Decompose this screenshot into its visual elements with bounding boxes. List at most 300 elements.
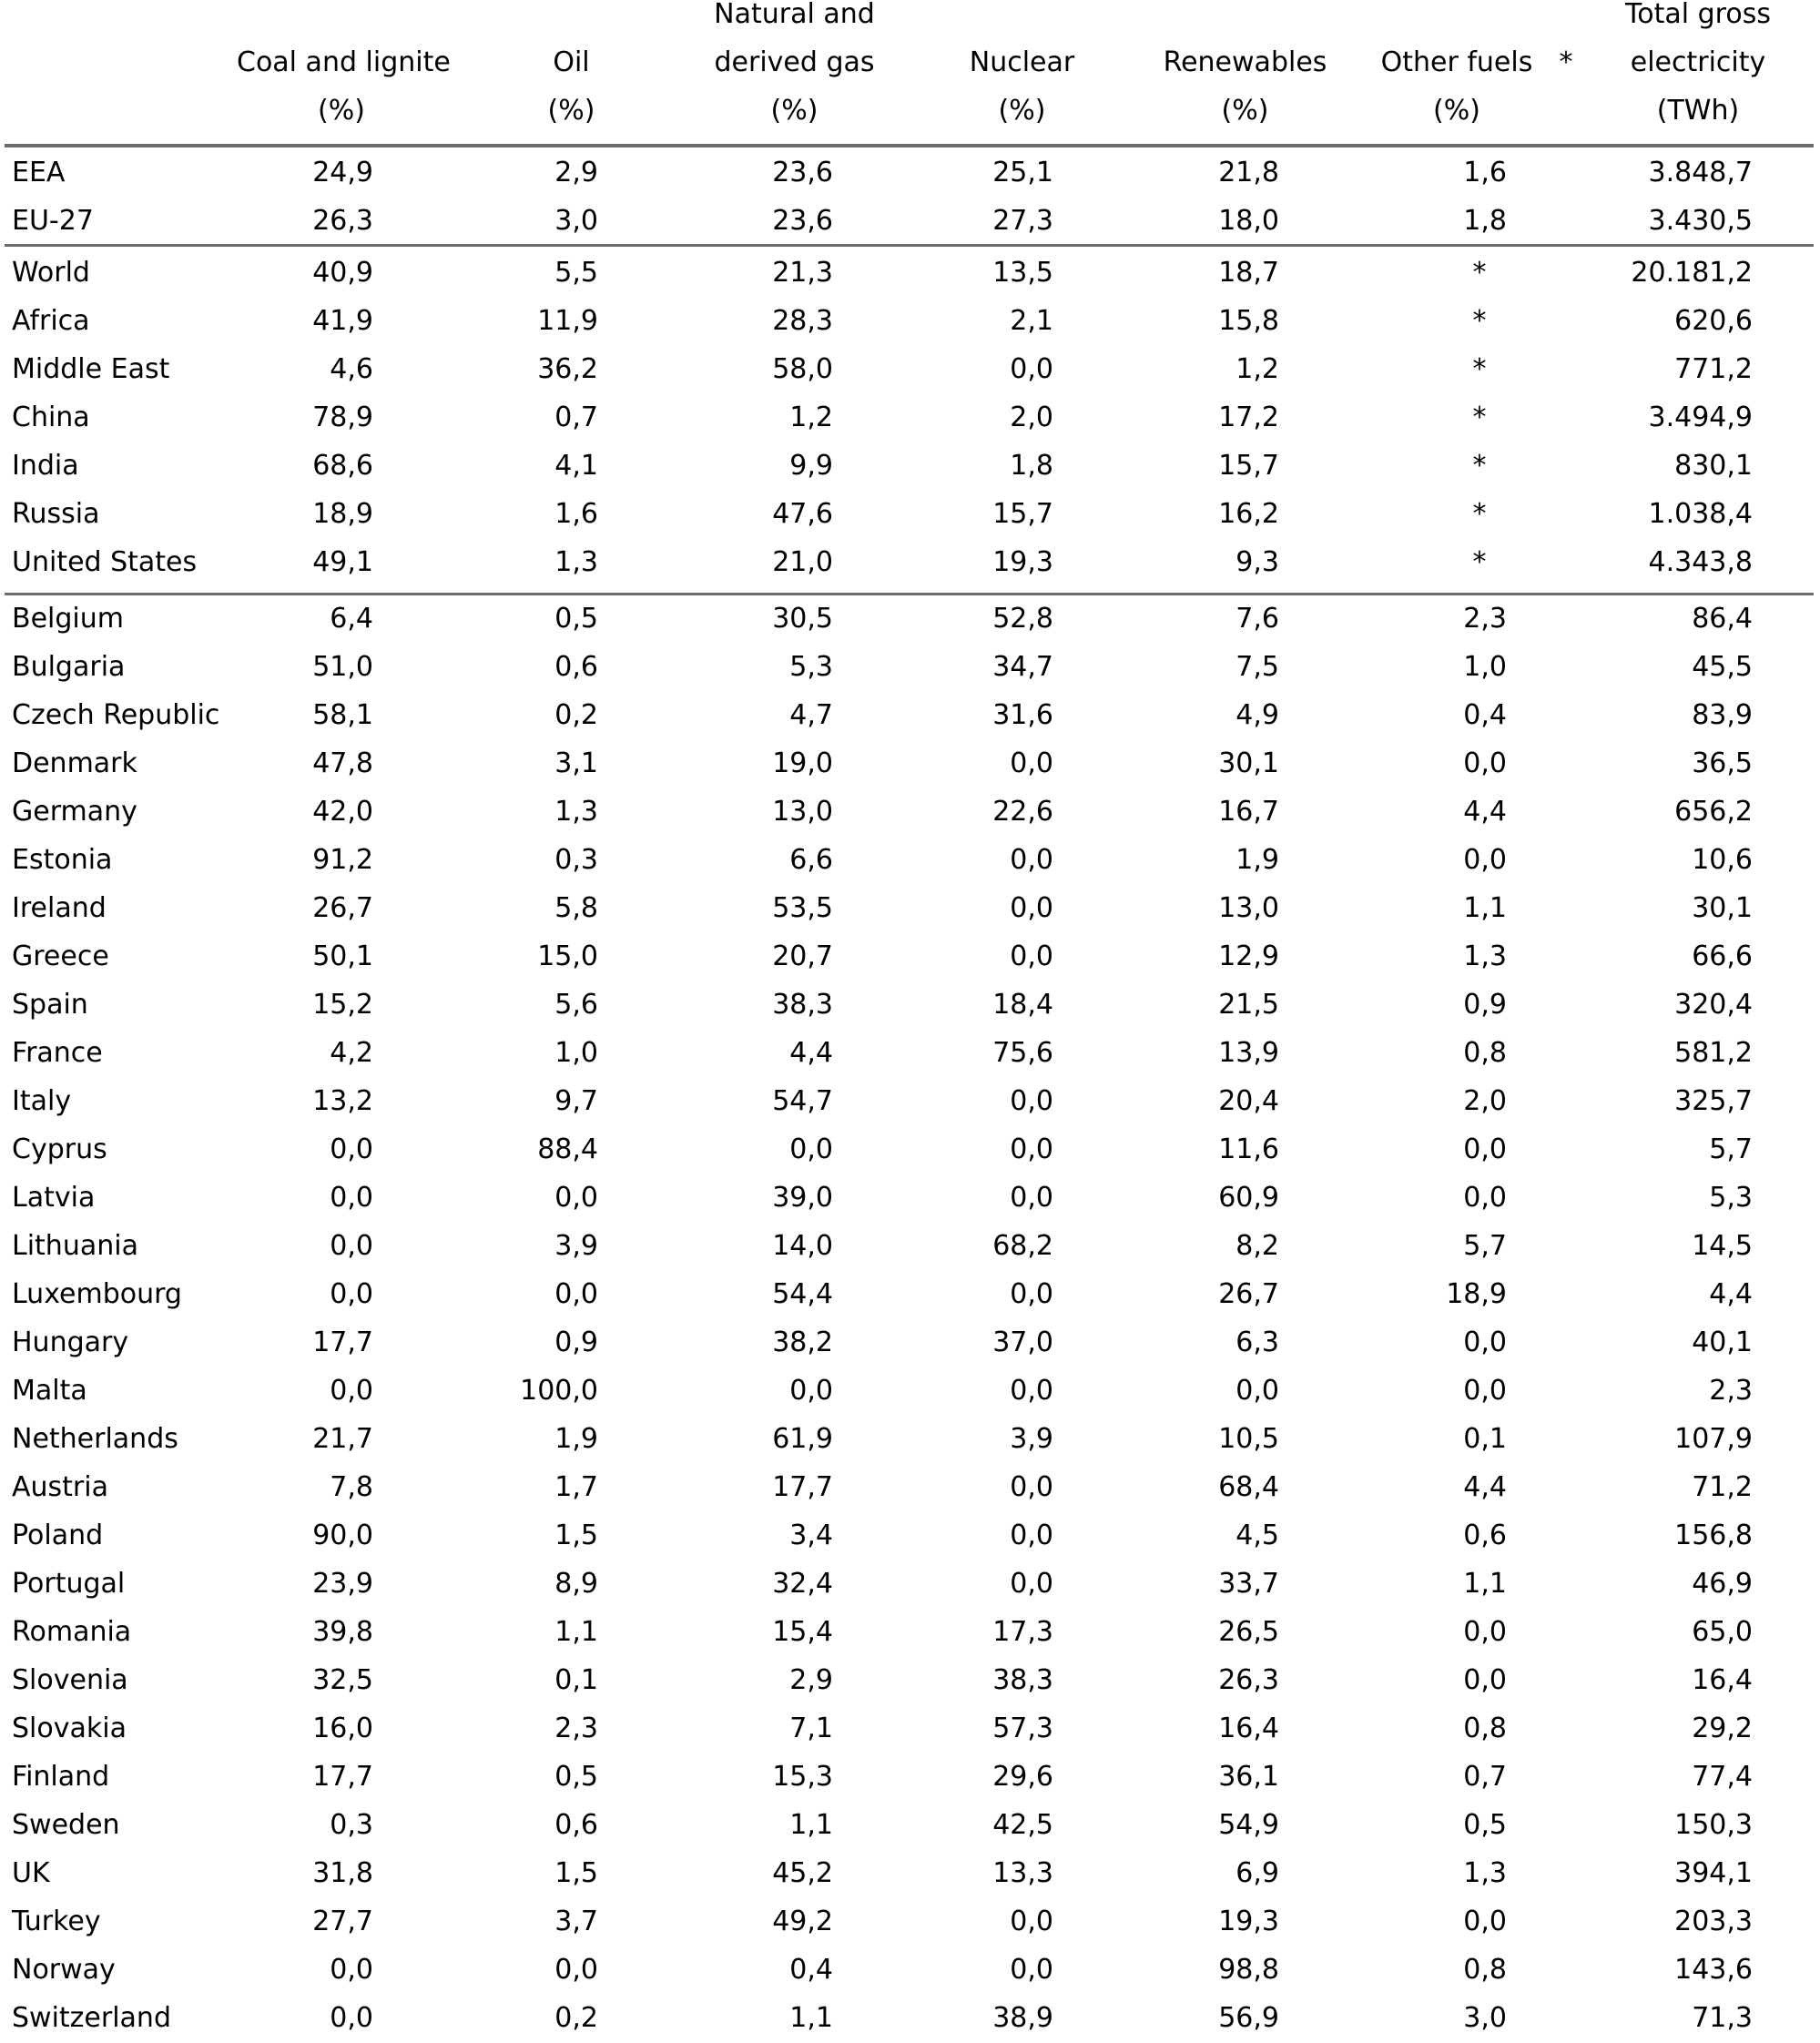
table-row — [0, 836, 1820, 884]
renewables-value: 13,0 — [1218, 892, 1279, 924]
table-row — [0, 932, 1820, 981]
renewables-value: 13,9 — [1218, 1037, 1279, 1069]
coal-lignite-value: 0,0 — [330, 1133, 373, 1165]
nuclear-value: 0,0 — [1010, 747, 1053, 779]
total-gross-electricity-value: 3.430,5 — [1648, 205, 1753, 237]
oil-value: 0,2 — [554, 2002, 598, 2034]
natural-gas-value: 1,1 — [789, 1809, 833, 1841]
renewables-value: 6,9 — [1235, 1857, 1279, 1889]
coal-lignite-value: 0,0 — [330, 1230, 373, 1262]
coal-lignite-value: 15,2 — [312, 989, 373, 1021]
coal-lignite-value: 68,6 — [312, 450, 373, 482]
table-row — [0, 1463, 1820, 1511]
nuclear-value: 0,0 — [1010, 1906, 1053, 1937]
header-footnote-marker: * — [1559, 46, 1573, 78]
header-nuclear — [956, 0, 1088, 137]
region-name: Lithuania — [12, 1230, 138, 1262]
total-gross-electricity-value: 771,2 — [1674, 353, 1753, 385]
region-name: Romania — [12, 1616, 132, 1648]
renewables-value: 0,0 — [1235, 1375, 1279, 1407]
header-divider — [5, 144, 1814, 147]
nuclear-value: 0,0 — [1010, 844, 1053, 876]
other-fuels-value: 4,4 — [1463, 796, 1507, 828]
natural-gas-value: 54,4 — [772, 1278, 833, 1310]
other-fuels-value: 2,0 — [1463, 1085, 1507, 1117]
total-gross-electricity-value: 2,3 — [1709, 1375, 1753, 1407]
natural-gas-value: 3,4 — [789, 1520, 833, 1551]
table-row — [0, 1415, 1820, 1463]
oil-value: 0,0 — [554, 1954, 598, 1986]
region-name: Czech Republic — [12, 699, 220, 731]
nuclear-value: 0,0 — [1010, 1520, 1053, 1551]
nuclear-value: 13,3 — [992, 1857, 1053, 1889]
coal-lignite-value: 91,2 — [312, 844, 373, 876]
coal-lignite-value: 7,8 — [330, 1471, 373, 1503]
nuclear-value: 52,8 — [992, 603, 1053, 635]
table-row — [0, 1608, 1820, 1656]
renewables-value: 17,2 — [1218, 401, 1279, 433]
nuclear-value: 31,6 — [992, 699, 1053, 731]
region-name: Hungary — [12, 1326, 129, 1358]
header-renewables-label: Renewables — [1163, 46, 1327, 78]
coal-lignite-value: 0,3 — [330, 1809, 373, 1841]
oil-value: 1,3 — [554, 796, 598, 828]
natural-gas-value: 23,6 — [772, 205, 833, 237]
header-oil — [519, 0, 624, 137]
natural-gas-value: 47,6 — [772, 498, 833, 530]
coal-lignite-value: 51,0 — [312, 651, 373, 683]
natural-gas-value: 45,2 — [772, 1857, 833, 1889]
table-row — [0, 148, 1820, 197]
renewables-value: 7,6 — [1235, 603, 1279, 635]
other-fuels-value: 0,0 — [1463, 1664, 1507, 1696]
renewables-value: 16,7 — [1218, 796, 1279, 828]
coal-lignite-value: 13,2 — [312, 1085, 373, 1117]
total-gross-electricity-value: 10,6 — [1692, 844, 1753, 876]
oil-value: 0,0 — [554, 1278, 598, 1310]
natural-gas-value: 39,0 — [772, 1182, 833, 1214]
nuclear-value: 38,9 — [992, 2002, 1053, 2034]
total-gross-electricity-value: 325,7 — [1674, 1085, 1753, 1117]
other-fuels-value: 2,3 — [1463, 603, 1507, 635]
oil-value: 0,0 — [554, 1182, 598, 1214]
region-name: EEA — [12, 157, 66, 188]
renewables-value: 60,9 — [1218, 1182, 1279, 1214]
coal-lignite-value: 4,6 — [330, 353, 373, 385]
nuclear-value: 13,5 — [992, 257, 1053, 289]
region-name: Portugal — [12, 1568, 126, 1600]
region-name: World — [12, 257, 90, 289]
other-fuels-value: 0,8 — [1463, 1954, 1507, 1986]
region-name: Luxembourg — [12, 1278, 182, 1310]
renewables-value: 16,2 — [1218, 498, 1279, 530]
renewables-value: 11,6 — [1218, 1133, 1279, 1165]
region-name: Cyprus — [12, 1133, 107, 1165]
renewables-value: 68,4 — [1218, 1471, 1279, 1503]
renewables-value: 15,7 — [1218, 450, 1279, 482]
table-row — [0, 249, 1820, 297]
region-name: Belgium — [12, 603, 124, 635]
natural-gas-value: 21,3 — [772, 257, 833, 289]
renewables-value: 1,9 — [1235, 844, 1279, 876]
other-fuels-value: * — [1472, 450, 1487, 482]
total-gross-electricity-value: 156,8 — [1674, 1520, 1753, 1551]
table-row — [0, 1946, 1820, 1994]
table-row — [0, 1029, 1820, 1077]
nuclear-value: 1,8 — [1010, 450, 1053, 482]
renewables-value: 26,3 — [1218, 1664, 1279, 1696]
renewables-value: 19,3 — [1218, 1906, 1279, 1937]
natural-gas-value: 15,3 — [772, 1761, 833, 1793]
region-name: United States — [12, 546, 198, 578]
natural-gas-value: 38,3 — [772, 989, 833, 1021]
nuclear-value: 19,3 — [992, 546, 1053, 578]
coal-lignite-value: 90,0 — [312, 1520, 373, 1551]
header-gas-unit: (%) — [770, 95, 818, 127]
other-fuels-value: 0,8 — [1463, 1713, 1507, 1744]
nuclear-value: 17,3 — [992, 1616, 1053, 1648]
natural-gas-value: 23,6 — [772, 157, 833, 188]
header-total-label: electricity — [1630, 46, 1766, 78]
oil-value: 4,1 — [554, 450, 598, 482]
nuclear-value: 38,3 — [992, 1664, 1053, 1696]
nuclear-value: 57,3 — [992, 1713, 1053, 1744]
coal-lignite-value: 24,9 — [312, 157, 373, 188]
region-name: Estonia — [12, 844, 113, 876]
region-name: Netherlands — [12, 1423, 178, 1455]
coal-lignite-value: 32,5 — [312, 1664, 373, 1696]
renewables-value: 4,9 — [1235, 699, 1279, 731]
table-row — [0, 1704, 1820, 1753]
table-row — [0, 538, 1820, 586]
table-row — [0, 981, 1820, 1029]
nuclear-value: 25,1 — [992, 157, 1053, 188]
total-gross-electricity-value: 830,1 — [1674, 450, 1753, 482]
table-row — [0, 1077, 1820, 1125]
header-other — [1375, 0, 1539, 137]
coal-lignite-value: 21,7 — [312, 1423, 373, 1455]
oil-value: 15,0 — [537, 940, 598, 972]
region-name: Slovakia — [12, 1713, 127, 1744]
natural-gas-value: 14,0 — [772, 1230, 833, 1262]
table-row — [0, 691, 1820, 739]
other-fuels-value: 0,8 — [1463, 1037, 1507, 1069]
oil-value: 100,0 — [520, 1375, 598, 1407]
renewables-value: 36,1 — [1218, 1761, 1279, 1793]
region-name: Middle East — [12, 353, 170, 385]
natural-gas-value: 7,1 — [789, 1713, 833, 1744]
header-oil-unit: (%) — [547, 95, 595, 127]
oil-value: 1,3 — [554, 546, 598, 578]
total-gross-electricity-value: 150,3 — [1674, 1809, 1753, 1841]
total-gross-electricity-value: 107,9 — [1674, 1423, 1753, 1455]
other-fuels-value: 4,4 — [1463, 1471, 1507, 1503]
region-name: Slovenia — [12, 1664, 128, 1696]
oil-value: 3,7 — [554, 1906, 598, 1937]
oil-value: 0,6 — [554, 651, 598, 683]
oil-value: 5,8 — [554, 892, 598, 924]
renewables-value: 6,3 — [1235, 1326, 1279, 1358]
renewables-value: 26,7 — [1218, 1278, 1279, 1310]
renewables-value: 15,8 — [1218, 305, 1279, 337]
other-fuels-value: * — [1472, 498, 1487, 530]
total-gross-electricity-value: 5,7 — [1709, 1133, 1753, 1165]
other-fuels-value: 0,0 — [1463, 747, 1507, 779]
table-row — [0, 1656, 1820, 1704]
header-coal — [237, 0, 451, 137]
other-fuels-value: 1,1 — [1463, 892, 1507, 924]
coal-lignite-value: 18,9 — [312, 498, 373, 530]
nuclear-value: 0,0 — [1010, 1375, 1053, 1407]
total-gross-electricity-value: 77,4 — [1692, 1761, 1753, 1793]
coal-lignite-value: 39,8 — [312, 1616, 373, 1648]
total-gross-electricity-value: 656,2 — [1674, 796, 1753, 828]
oil-value: 1,0 — [554, 1037, 598, 1069]
renewables-value: 18,0 — [1218, 205, 1279, 237]
nuclear-value: 2,0 — [1010, 401, 1053, 433]
oil-value: 0,9 — [554, 1326, 598, 1358]
oil-value: 0,3 — [554, 844, 598, 876]
renewables-value: 54,9 — [1218, 1809, 1279, 1841]
other-fuels-value: * — [1472, 353, 1487, 385]
total-gross-electricity-value: 83,9 — [1692, 699, 1753, 731]
oil-value: 0,5 — [554, 603, 598, 635]
other-fuels-value: * — [1472, 546, 1487, 578]
coal-lignite-value: 40,9 — [312, 257, 373, 289]
renewables-value: 33,7 — [1218, 1568, 1279, 1600]
oil-value: 2,3 — [554, 1713, 598, 1744]
oil-value: 1,7 — [554, 1471, 598, 1503]
natural-gas-value: 49,2 — [772, 1906, 833, 1937]
oil-value: 3,1 — [554, 747, 598, 779]
other-fuels-value: 3,0 — [1463, 2002, 1507, 2034]
nuclear-value: 0,0 — [1010, 1568, 1053, 1600]
other-fuels-value: 5,7 — [1463, 1230, 1507, 1262]
coal-lignite-value: 0,0 — [330, 1375, 373, 1407]
table-row — [0, 1753, 1820, 1801]
total-gross-electricity-value: 71,2 — [1692, 1471, 1753, 1503]
header-nuclear-unit: (%) — [998, 95, 1046, 127]
natural-gas-value: 2,9 — [789, 1664, 833, 1696]
other-fuels-value: 1,6 — [1463, 157, 1507, 188]
total-gross-electricity-value: 71,3 — [1692, 2002, 1753, 2034]
natural-gas-value: 9,9 — [789, 450, 833, 482]
table-row — [0, 297, 1820, 345]
other-fuels-value: 0,0 — [1463, 844, 1507, 876]
oil-value: 0,7 — [554, 401, 598, 433]
other-fuels-value: 0,0 — [1463, 1182, 1507, 1214]
coal-lignite-value: 4,2 — [330, 1037, 373, 1069]
region-name: UK — [12, 1857, 50, 1889]
total-gross-electricity-value: 45,5 — [1692, 651, 1753, 683]
natural-gas-value: 5,3 — [789, 651, 833, 683]
other-fuels-value: 0,0 — [1463, 1616, 1507, 1648]
coal-lignite-value: 78,9 — [312, 401, 373, 433]
total-gross-electricity-value: 29,2 — [1692, 1713, 1753, 1744]
total-gross-electricity-value: 581,2 — [1674, 1037, 1753, 1069]
natural-gas-value: 28,3 — [772, 305, 833, 337]
header-nuclear-label: Nuclear — [969, 46, 1075, 78]
coal-lignite-value: 42,0 — [312, 796, 373, 828]
oil-value: 5,6 — [554, 989, 598, 1021]
other-fuels-value: 1,3 — [1463, 940, 1507, 972]
table-row — [0, 739, 1820, 788]
region-name: Africa — [12, 305, 90, 337]
nuclear-value: 29,6 — [992, 1761, 1053, 1793]
nuclear-value: 0,0 — [1010, 892, 1053, 924]
oil-value: 0,1 — [554, 1664, 598, 1696]
region-name: Poland — [12, 1520, 104, 1551]
other-fuels-value: 1,0 — [1463, 651, 1507, 683]
region-name: Malta — [12, 1375, 87, 1407]
natural-gas-value: 1,1 — [789, 2002, 833, 2034]
header-renewables-unit: (%) — [1221, 95, 1269, 127]
nuclear-value: 0,0 — [1010, 940, 1053, 972]
coal-lignite-value: 0,0 — [330, 1182, 373, 1214]
header-other-label: Other fuels — [1380, 46, 1533, 78]
other-fuels-value: 18,9 — [1446, 1278, 1507, 1310]
renewables-value: 12,9 — [1218, 940, 1279, 972]
renewables-value: 1,2 — [1235, 353, 1279, 385]
table-row — [0, 1270, 1820, 1318]
total-gross-electricity-value: 14,5 — [1692, 1230, 1753, 1262]
table-row — [0, 1849, 1820, 1897]
coal-lignite-value: 17,7 — [312, 1326, 373, 1358]
total-gross-electricity-value: 46,9 — [1692, 1568, 1753, 1600]
coal-lignite-value: 58,1 — [312, 699, 373, 731]
nuclear-value: 2,1 — [1010, 305, 1053, 337]
oil-value: 1,6 — [554, 498, 598, 530]
natural-gas-value: 1,2 — [789, 401, 833, 433]
nuclear-value: 68,2 — [992, 1230, 1053, 1262]
renewables-value: 56,9 — [1218, 2002, 1279, 2034]
oil-value: 1,9 — [554, 1423, 598, 1455]
other-fuels-value: 1,3 — [1463, 1857, 1507, 1889]
nuclear-value: 0,0 — [1010, 1954, 1053, 1986]
total-gross-electricity-value: 66,6 — [1692, 940, 1753, 972]
header-oil-label: Oil — [553, 46, 590, 78]
coal-lignite-value: 41,9 — [312, 305, 373, 337]
other-fuels-value: 0,0 — [1463, 1375, 1507, 1407]
region-name: Russia — [12, 498, 100, 530]
other-fuels-value: 0,0 — [1463, 1906, 1507, 1937]
table-row — [0, 442, 1820, 490]
oil-value: 2,9 — [554, 157, 598, 188]
other-fuels-value: 0,1 — [1463, 1423, 1507, 1455]
other-fuels-value: 0,6 — [1463, 1520, 1507, 1551]
renewables-value: 8,2 — [1235, 1230, 1279, 1262]
region-name: Austria — [12, 1471, 108, 1503]
total-gross-electricity-value: 3.494,9 — [1648, 401, 1753, 433]
other-fuels-value: 1,1 — [1463, 1568, 1507, 1600]
renewables-value: 21,8 — [1218, 157, 1279, 188]
table-row — [0, 1367, 1820, 1415]
natural-gas-value: 0,0 — [789, 1375, 833, 1407]
renewables-value: 7,5 — [1235, 651, 1279, 683]
oil-value: 0,6 — [554, 1809, 598, 1841]
nuclear-value: 0,0 — [1010, 1278, 1053, 1310]
table-row — [0, 490, 1820, 538]
renewables-value: 4,5 — [1235, 1520, 1279, 1551]
oil-value: 3,0 — [554, 205, 598, 237]
other-fuels-value: * — [1472, 401, 1487, 433]
coal-lignite-value: 6,4 — [330, 603, 373, 635]
oil-value: 8,9 — [554, 1568, 598, 1600]
region-name: China — [12, 401, 90, 433]
total-gross-electricity-value: 203,3 — [1674, 1906, 1753, 1937]
total-gross-electricity-value: 5,3 — [1709, 1182, 1753, 1214]
nuclear-value: 0,0 — [1010, 1471, 1053, 1503]
total-gross-electricity-value: 30,1 — [1692, 892, 1753, 924]
nuclear-value: 0,0 — [1010, 1085, 1053, 1117]
table-row — [0, 1125, 1820, 1174]
header-gas-label-top: Natural and — [714, 0, 875, 30]
natural-gas-value: 30,5 — [772, 603, 833, 635]
total-gross-electricity-value: 65,0 — [1692, 1616, 1753, 1648]
other-fuels-value: * — [1472, 305, 1487, 337]
header-coal-unit: (%) — [318, 95, 365, 127]
region-name: India — [12, 450, 79, 482]
header-other-unit: (%) — [1433, 95, 1480, 127]
region-name: Sweden — [12, 1809, 120, 1841]
renewables-value: 16,4 — [1218, 1713, 1279, 1744]
total-gross-electricity-value: 394,1 — [1674, 1857, 1753, 1889]
region-name: France — [12, 1037, 103, 1069]
natural-gas-value: 38,2 — [772, 1326, 833, 1358]
oil-value: 0,2 — [554, 699, 598, 731]
renewables-value: 9,3 — [1235, 546, 1279, 578]
total-gross-electricity-value: 143,6 — [1674, 1954, 1753, 1986]
region-name: Ireland — [12, 892, 107, 924]
other-fuels-value: 0,0 — [1463, 1133, 1507, 1165]
nuclear-value: 75,6 — [992, 1037, 1053, 1069]
table-row — [0, 884, 1820, 932]
total-gross-electricity-value: 40,1 — [1692, 1326, 1753, 1358]
header-renewables — [1156, 0, 1334, 137]
nuclear-value: 3,9 — [1010, 1423, 1053, 1455]
total-gross-electricity-value: 20.181,2 — [1631, 257, 1753, 289]
natural-gas-value: 6,6 — [789, 844, 833, 876]
total-gross-electricity-value: 320,4 — [1674, 989, 1753, 1021]
nuclear-value: 22,6 — [992, 796, 1053, 828]
total-gross-electricity-value: 4,4 — [1709, 1278, 1753, 1310]
header-total-unit: (TWh) — [1656, 95, 1740, 127]
natural-gas-value: 54,7 — [772, 1085, 833, 1117]
coal-lignite-value: 17,7 — [312, 1761, 373, 1793]
oil-value: 5,5 — [554, 257, 598, 289]
table-row — [0, 393, 1820, 442]
nuclear-value: 34,7 — [992, 651, 1053, 683]
oil-value: 3,9 — [554, 1230, 598, 1262]
nuclear-value: 18,4 — [992, 989, 1053, 1021]
coal-lignite-value: 27,7 — [312, 1906, 373, 1937]
natural-gas-value: 0,4 — [789, 1954, 833, 1986]
natural-gas-value: 58,0 — [772, 353, 833, 385]
table-row — [0, 1801, 1820, 1849]
natural-gas-value: 53,5 — [772, 892, 833, 924]
table-row — [0, 345, 1820, 393]
coal-lignite-value: 26,3 — [312, 205, 373, 237]
nuclear-value: 15,7 — [992, 498, 1053, 530]
natural-gas-value: 19,0 — [772, 747, 833, 779]
natural-gas-value: 61,9 — [772, 1423, 833, 1455]
coal-lignite-value: 47,8 — [312, 747, 373, 779]
coal-lignite-value: 49,1 — [312, 546, 373, 578]
region-name: Germany — [12, 796, 137, 828]
coal-lignite-value: 16,0 — [312, 1713, 373, 1744]
header-coal-label: Coal and lignite — [237, 46, 451, 78]
natural-gas-value: 13,0 — [772, 796, 833, 828]
